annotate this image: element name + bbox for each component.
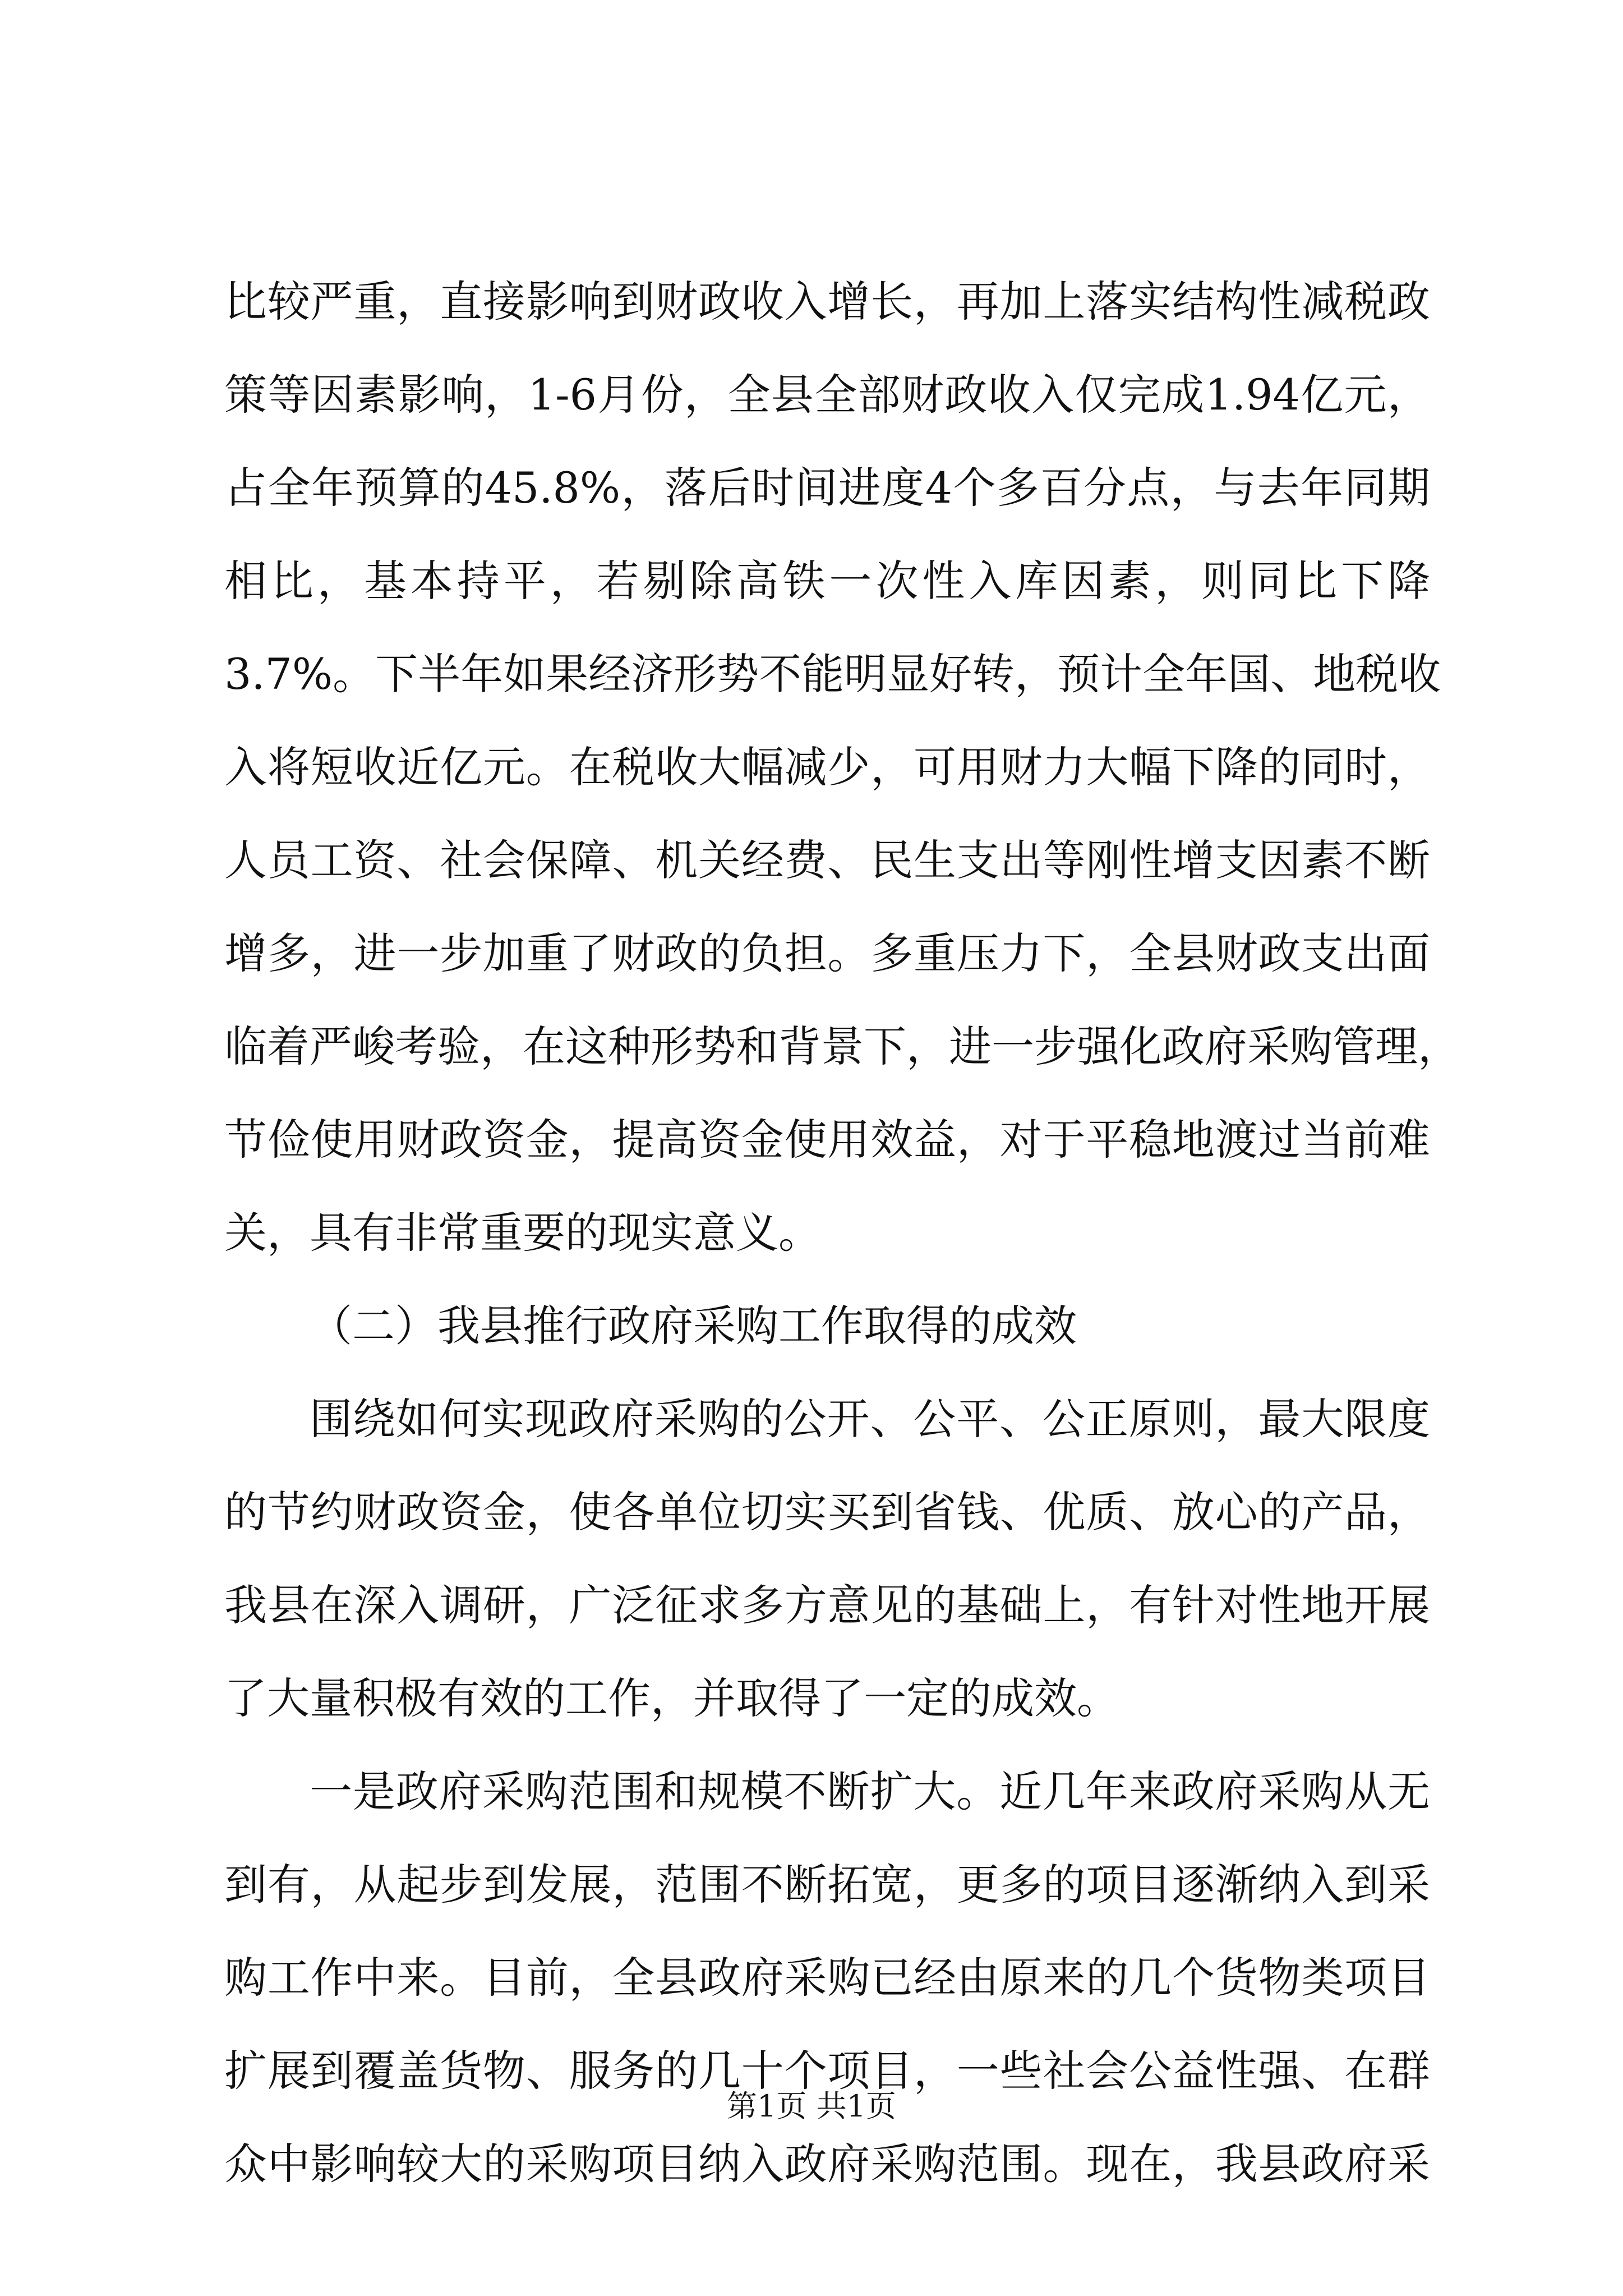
text-line: 我县在深入调研，广泛征求多方意见的基础上，有针对性地开展 <box>224 1580 1430 1630</box>
text-line: 一是政府采购范围和规模不断扩大。近几年来政府采购从无 <box>310 1766 1430 1816</box>
document-body <box>224 255 1460 2211</box>
text-line: 临着严峻考验，在这种形势和背景下，进一步强化政府采购管理， <box>224 1022 1460 1071</box>
text-line: 节俭使用财政资金，提高资金使用效益，对于平稳地渡过当前难 <box>224 1115 1430 1165</box>
section-heading: （二）我县推行政府采购工作取得的成效 <box>310 1301 1077 1351</box>
text-line: 到有，从起步到发展，范围不断拓宽，更多的项目逐渐纳入到采 <box>224 1860 1430 1910</box>
text-line: 关，具有非常重要的现实意义。 <box>224 1208 821 1258</box>
text-line: 了大量积极有效的工作，并取得了一定的成效。 <box>224 1673 1119 1723</box>
text-line: 入将短收近亿元。在税收大幅减少，可用财力大幅下降的同时， <box>224 742 1430 792</box>
text-line: 相比，基本持平，若剔除高铁一次性入库因素，则同比下降 <box>224 556 1430 606</box>
text-line: 购工作中来。目前，全县政府采购已经由原来的几个货物类项目 <box>224 1953 1430 2003</box>
page-number-footer: 第1页 共1页 <box>727 2088 896 2124</box>
text-line: 策等因素影响，1-6月份，全县全部财政收入仅完成1.94亿元， <box>224 370 1430 420</box>
text-line: 3.7%。下半年如果经济形势不能明显好转，预计全年国、地税收 <box>224 649 1441 699</box>
text-line: 人员工资、社会保障、机关经费、民生支出等刚性增支因素不断 <box>224 835 1430 885</box>
text-line: 增多，进一步加重了财政的负担。多重压力下，全县财政支出面 <box>224 928 1430 978</box>
text-line: 比较严重，直接影响到财政收入增长，再加上落实结构性减税政 <box>224 277 1430 326</box>
text-line: 围绕如何实现政府采购的公开、公平、公正原则，最大限度 <box>310 1394 1430 1444</box>
text-line: 扩展到覆盖货物、服务的几十个项目，一些社会公益性强、在群 <box>224 2046 1430 2096</box>
text-line: 的节约财政资金，使各单位切实买到省钱、优质、放心的产品， <box>224 1487 1430 1537</box>
text-line: 众中影响较大的采购项目纳入政府采购范围。现在，我县政府采 <box>224 2139 1430 2189</box>
text-line: 占全年预算的45.8%，落后时间进度4个多百分点，与去年同期 <box>224 463 1430 513</box>
